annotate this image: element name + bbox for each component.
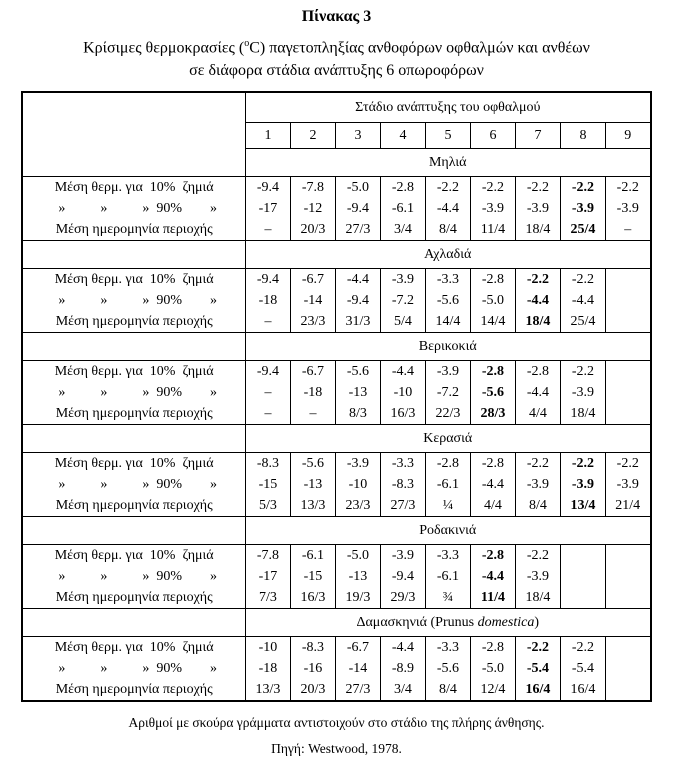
value-cell: -18 (245, 290, 290, 311)
data-row (22, 311, 650, 333)
value-cell: 19/3 (335, 587, 380, 609)
value-cell: -3.9 (515, 198, 560, 219)
value-cell: 16/3 (290, 587, 335, 609)
row-label: » » » 90% » (22, 658, 245, 679)
species-row-empty-cell (22, 333, 245, 361)
value-cell: -13 (335, 566, 380, 587)
species-header (245, 609, 650, 637)
value-cell: -3.9 (605, 198, 650, 219)
value-cell: -4.4 (560, 290, 605, 311)
value-cell: -4.4 (470, 474, 515, 495)
value-cell: -5.6 (425, 290, 470, 311)
value-cell: 5/4 (380, 311, 425, 333)
value-cell: 3/4 (380, 219, 425, 241)
value-cell: -6.1 (290, 545, 335, 567)
table-subtitle (0, 32, 673, 82)
species-header-row (22, 241, 650, 269)
value-cell: – (245, 403, 290, 425)
value-cell: 28/3 (470, 403, 515, 425)
value-cell: -8.3 (290, 637, 335, 659)
value-cell: -8.3 (380, 474, 425, 495)
data-row (22, 269, 650, 291)
value-cell: -3.9 (560, 474, 605, 495)
value-cell: -7.2 (425, 382, 470, 403)
value-cell: -2.8 (470, 361, 515, 383)
value-cell: -2.8 (425, 453, 470, 475)
value-cell: 16/4 (560, 679, 605, 701)
value-cell: 14/4 (470, 311, 515, 333)
value-cell: -3.9 (605, 474, 650, 495)
value-cell: 20/3 (290, 679, 335, 701)
subtitle-line1-part2: C) παγετοπληξίας ανθοφόρων οφθαλμών και ανθέων (249, 39, 590, 57)
species-row-empty-cell (22, 149, 245, 177)
value-cell: -6.7 (335, 637, 380, 659)
species-section (22, 517, 650, 609)
value-cell: -6.1 (380, 198, 425, 219)
value-cell: – (245, 382, 290, 403)
source-note: Πηγή: Westwood, 1978. (271, 741, 402, 757)
species-name-italic: domestica (477, 614, 535, 630)
value-cell: -3.3 (380, 453, 425, 475)
value-cell: -6.7 (290, 361, 335, 383)
value-cell: -7.2 (380, 290, 425, 311)
data-row (22, 587, 650, 609)
data-row (22, 219, 650, 241)
value-cell: 18/4 (515, 587, 560, 609)
value-cell: 11/4 (470, 219, 515, 241)
value-cell: -16 (290, 658, 335, 679)
value-cell: -3.9 (515, 474, 560, 495)
value-cell: -3.9 (470, 198, 515, 219)
subtitle-degree-sup: o (244, 38, 250, 49)
species-header-row (22, 425, 650, 453)
value-cell: ¼ (425, 495, 470, 517)
value-cell: -15 (245, 474, 290, 495)
species-header: Βερικοκιά (245, 333, 650, 361)
value-cell: -5.0 (470, 290, 515, 311)
row-label: Μέση ημερομηνία περιοχής (22, 219, 245, 241)
value-cell: -2.2 (560, 177, 605, 199)
data-row (22, 566, 650, 587)
value-cell: -17 (245, 198, 290, 219)
value-cell: -3.3 (425, 637, 470, 659)
value-cell: -10 (380, 382, 425, 403)
value-cell: 22/3 (425, 403, 470, 425)
stage-number-cell: 4 (380, 123, 425, 149)
species-section (22, 149, 650, 241)
row-label: Μέση θερμ. για 10% ζημιά (22, 453, 245, 475)
value-cell: -4.4 (335, 269, 380, 291)
species-header: Αχλαδιά (245, 241, 650, 269)
value-cell: 27/3 (335, 679, 380, 701)
species-header-row (22, 333, 650, 361)
value-cell: -5.6 (425, 658, 470, 679)
value-cell (605, 587, 650, 609)
value-cell (605, 658, 650, 679)
stage-number-cell: 3 (335, 123, 380, 149)
value-cell: -2.8 (470, 637, 515, 659)
stage-header: Στάδιο ανάπτυξης του οφθαλμού (245, 92, 650, 123)
value-cell (605, 311, 650, 333)
value-cell: -5.4 (560, 658, 605, 679)
species-section (22, 241, 650, 333)
value-cell: 4/4 (470, 495, 515, 517)
value-cell: -2.2 (425, 177, 470, 199)
value-cell: -5.6 (335, 361, 380, 383)
value-cell: -3.9 (335, 453, 380, 475)
value-cell: -3.9 (560, 382, 605, 403)
species-header: Κερασιά (245, 425, 650, 453)
value-cell: -2.8 (470, 545, 515, 567)
data-row (22, 658, 650, 679)
value-cell: -18 (245, 658, 290, 679)
row-label: Μέση ημερομηνία περιοχής (22, 679, 245, 701)
value-cell: 16/3 (380, 403, 425, 425)
value-cell: 11/4 (470, 587, 515, 609)
value-cell: 8/4 (425, 219, 470, 241)
value-cell: 8/4 (425, 679, 470, 701)
value-cell: -4.4 (425, 198, 470, 219)
value-cell: 3/4 (380, 679, 425, 701)
value-cell: -2.2 (515, 177, 560, 199)
value-cell: -2.2 (515, 545, 560, 567)
value-cell: – (605, 219, 650, 241)
species-name-suffix: ) (534, 614, 539, 630)
row-label: » » » 90% » (22, 474, 245, 495)
value-cell: 4/4 (515, 403, 560, 425)
value-cell: -3.9 (380, 545, 425, 567)
value-cell: -6.1 (425, 474, 470, 495)
value-cell: 13/4 (560, 495, 605, 517)
value-cell: -10 (335, 474, 380, 495)
value-cell: -3.9 (425, 361, 470, 383)
species-header-row (22, 609, 650, 637)
row-label: Μέση ημερομηνία περιοχής (22, 403, 245, 425)
species-header-row (22, 149, 650, 177)
value-cell: -2.2 (560, 269, 605, 291)
data-row (22, 403, 650, 425)
table-header-group (22, 92, 650, 149)
value-cell: -18 (290, 382, 335, 403)
value-cell: -4.4 (470, 566, 515, 587)
data-row (22, 177, 650, 199)
value-cell (605, 637, 650, 659)
stage-number-cell: 5 (425, 123, 470, 149)
value-cell: 18/4 (515, 311, 560, 333)
page-title: Πίνακας 3 (301, 8, 372, 25)
stage-number-cell: 8 (560, 123, 605, 149)
value-cell: 21/4 (605, 495, 650, 517)
value-cell: – (245, 311, 290, 333)
subtitle-line-1 (0, 32, 673, 59)
value-cell: -9.4 (335, 290, 380, 311)
value-cell (605, 361, 650, 383)
value-cell: -3.9 (515, 566, 560, 587)
subtitle-line-2: σε διάφορα στάδια ανάπτυξης 6 οπωροφόρων (189, 62, 484, 80)
frost-table (21, 91, 651, 702)
value-cell: 23/3 (290, 311, 335, 333)
species-name-prefix: Δαμασκηνιά (Prunus (356, 614, 478, 630)
value-cell: -2.2 (605, 453, 650, 475)
value-cell: -9.4 (380, 566, 425, 587)
value-cell (605, 566, 650, 587)
species-section (22, 333, 650, 425)
value-cell: -13 (335, 382, 380, 403)
value-cell: 7/3 (245, 587, 290, 609)
value-cell: -6.7 (290, 269, 335, 291)
row-label: Μέση ημερομηνία περιοχής (22, 311, 245, 333)
value-cell: -5.0 (470, 658, 515, 679)
stage-number-cell: 6 (470, 123, 515, 149)
data-row (22, 679, 650, 701)
value-cell: -8.3 (245, 453, 290, 475)
species-section (22, 425, 650, 517)
value-cell: -3.3 (425, 545, 470, 567)
data-row (22, 361, 650, 383)
value-cell: 20/3 (290, 219, 335, 241)
data-row (22, 474, 650, 495)
value-cell: 31/3 (335, 311, 380, 333)
value-cell: -17 (245, 566, 290, 587)
data-row (22, 382, 650, 403)
value-cell: -13 (290, 474, 335, 495)
stage-header-row (22, 92, 650, 123)
value-cell (560, 587, 605, 609)
value-cell: 8/4 (515, 495, 560, 517)
value-cell: -4.4 (515, 290, 560, 311)
stage-number-cell: 9 (605, 123, 650, 149)
value-cell: 5/3 (245, 495, 290, 517)
data-row (22, 198, 650, 219)
row-label: » » » 90% » (22, 382, 245, 403)
value-cell: -8.9 (380, 658, 425, 679)
stage-number-cell: 2 (290, 123, 335, 149)
row-label: Μέση θερμ. για 10% ζημιά (22, 269, 245, 291)
species-header: Ροδακινιά (245, 517, 650, 545)
value-cell: -2.2 (560, 637, 605, 659)
value-cell (605, 269, 650, 291)
value-cell: -10 (245, 637, 290, 659)
value-cell: 29/3 (380, 587, 425, 609)
species-row-empty-cell (22, 517, 245, 545)
value-cell: 18/4 (515, 219, 560, 241)
value-cell: -2.2 (515, 637, 560, 659)
value-cell: 16/4 (515, 679, 560, 701)
row-label: Μέση θερμ. για 10% ζημιά (22, 177, 245, 199)
value-cell: -2.2 (605, 177, 650, 199)
value-cell: 25/4 (560, 311, 605, 333)
stage-number-cell: 1 (245, 123, 290, 149)
value-cell (560, 566, 605, 587)
footnote: Αριθμοί με σκούρα γράμματα αντιστοιχούν στο στάδιο της πλήρης άνθησης. (128, 715, 545, 731)
species-row-empty-cell (22, 425, 245, 453)
value-cell: -2.8 (470, 269, 515, 291)
value-cell: -14 (335, 658, 380, 679)
row-label: Μέση ημερομηνία περιοχής (22, 587, 245, 609)
row-label: Μέση θερμ. για 10% ζημιά (22, 637, 245, 659)
data-row (22, 453, 650, 475)
value-cell: -2.2 (470, 177, 515, 199)
value-cell: -2.2 (515, 269, 560, 291)
species-row-empty-cell (22, 241, 245, 269)
data-row (22, 637, 650, 659)
value-cell: 14/4 (425, 311, 470, 333)
value-cell: -2.2 (560, 453, 605, 475)
value-cell: 27/3 (335, 219, 380, 241)
value-cell: 8/3 (335, 403, 380, 425)
value-cell (605, 382, 650, 403)
row-label: Μέση θερμ. για 10% ζημιά (22, 545, 245, 567)
value-cell: -4.4 (380, 361, 425, 383)
value-cell: ¾ (425, 587, 470, 609)
species-row-empty-cell (22, 609, 245, 637)
value-cell: -5.4 (515, 658, 560, 679)
value-cell: -2.2 (515, 453, 560, 475)
value-cell: -4.4 (380, 637, 425, 659)
data-row (22, 545, 650, 567)
value-cell: -9.4 (245, 177, 290, 199)
value-cell: -4.4 (515, 382, 560, 403)
value-cell: 27/3 (380, 495, 425, 517)
value-cell: -6.1 (425, 566, 470, 587)
value-cell: -2.8 (470, 453, 515, 475)
row-label: » » » 90% » (22, 566, 245, 587)
data-row (22, 495, 650, 517)
value-cell: -9.4 (245, 361, 290, 383)
value-cell (560, 545, 605, 567)
row-label: » » » 90% » (22, 198, 245, 219)
value-cell (605, 403, 650, 425)
value-cell: 25/4 (560, 219, 605, 241)
value-cell: 23/3 (335, 495, 380, 517)
row-label: » » » 90% » (22, 290, 245, 311)
value-cell: 18/4 (560, 403, 605, 425)
species-section (22, 609, 650, 702)
value-cell: -9.4 (245, 269, 290, 291)
data-row (22, 290, 650, 311)
row-label: Μέση ημερομηνία περιοχής (22, 495, 245, 517)
value-cell: -5.6 (470, 382, 515, 403)
value-cell: – (245, 219, 290, 241)
table-corner-cell (22, 92, 245, 149)
row-label: Μέση θερμ. για 10% ζημιά (22, 361, 245, 383)
value-cell: -3.9 (560, 198, 605, 219)
value-cell: -12 (290, 198, 335, 219)
value-cell (605, 679, 650, 701)
value-cell: -2.8 (380, 177, 425, 199)
value-cell: -5.6 (290, 453, 335, 475)
value-cell: 13/3 (245, 679, 290, 701)
value-cell: -2.8 (515, 361, 560, 383)
stage-number-cell: 7 (515, 123, 560, 149)
species-header-row (22, 517, 650, 545)
value-cell: 13/3 (290, 495, 335, 517)
value-cell: -7.8 (245, 545, 290, 567)
value-cell: -15 (290, 566, 335, 587)
value-cell: – (290, 403, 335, 425)
value-cell: -2.2 (560, 361, 605, 383)
value-cell: -5.0 (335, 545, 380, 567)
value-cell: -7.8 (290, 177, 335, 199)
value-cell: 12/4 (470, 679, 515, 701)
value-cell: -3.3 (425, 269, 470, 291)
value-cell (605, 545, 650, 567)
value-cell: -5.0 (335, 177, 380, 199)
value-cell (605, 290, 650, 311)
value-cell: -3.9 (380, 269, 425, 291)
value-cell: -9.4 (335, 198, 380, 219)
subtitle-line1-part1: Κρίσιμες θερμοκρασίες ( (83, 39, 245, 57)
species-header: Μηλιά (245, 149, 650, 177)
value-cell: -14 (290, 290, 335, 311)
